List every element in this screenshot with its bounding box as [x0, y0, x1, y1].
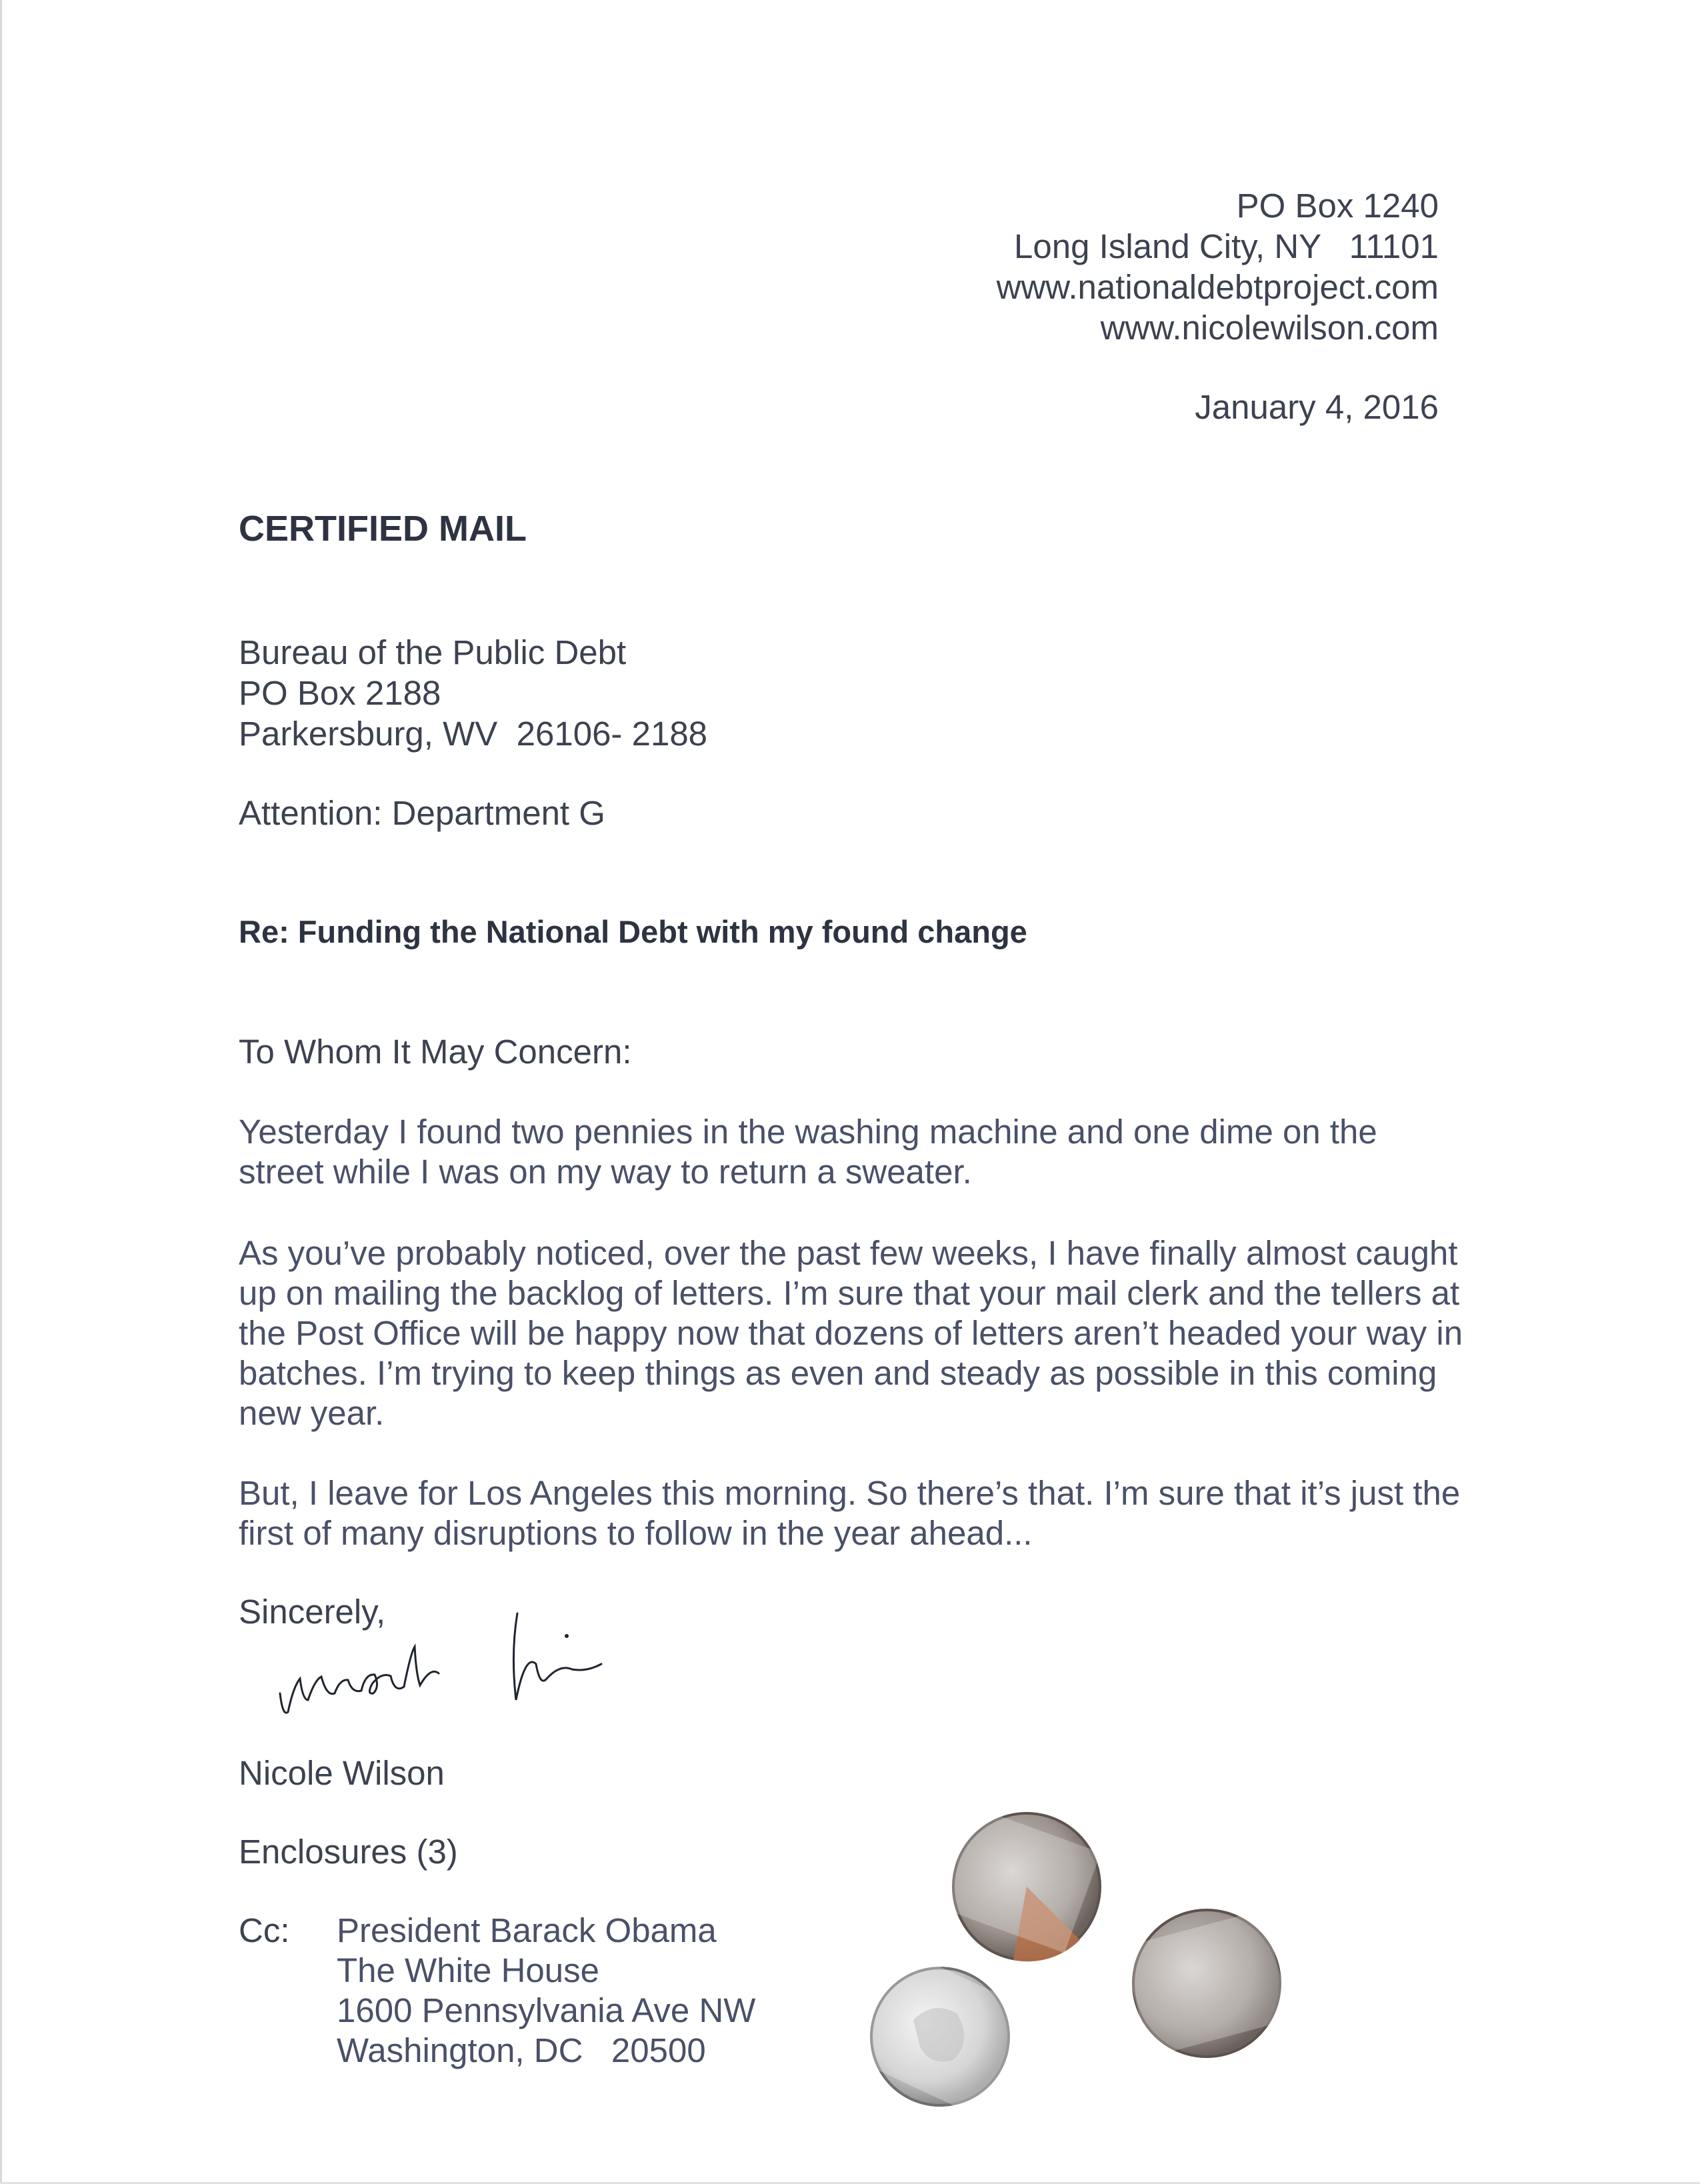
letter-date: January 4, 2016	[1195, 388, 1439, 426]
recipient-po-box: PO Box 2188	[239, 674, 441, 712]
penny-coin-icon	[1121, 1909, 1293, 2057]
body-paragraph-1: Yesterday I found two pennies in the washing machine and one dime on the street while I was on my way to return a sweater.	[239, 1113, 1377, 1191]
cc-city: Washington, DC 20500	[337, 2031, 706, 2069]
cc-organization: The White House	[337, 1951, 600, 1989]
scan-left-edge	[0, 0, 2, 2184]
certified-mail-heading: CERTIFIED MAIL	[239, 509, 527, 549]
sender-city: Long Island City, NY 11101	[1014, 227, 1439, 265]
cc-street: 1600 Pennsylvania Ave NW	[337, 1991, 756, 2029]
subject-line: Re: Funding the National Debt with my found change	[239, 914, 1027, 949]
taped-coins	[813, 1800, 1347, 2173]
sender-po-box: PO Box 1240	[1236, 187, 1439, 225]
signer-name: Nicole Wilson	[239, 1754, 445, 1792]
body-paragraph-3: But, I leave for Los Angeles this morning. So there’s that. I’m sure that it’s just the first of many disruptions to follow in the year ahead...	[239, 1474, 1461, 1552]
sender-website-1: www.nationaldebtproject.com	[996, 268, 1439, 306]
penny-coin-icon	[939, 1807, 1101, 1962]
sender-address	[997, 185, 1439, 348]
recipient-name: Bureau of the Public Debt	[239, 633, 627, 671]
cc-label: Cc:	[239, 1911, 290, 1949]
body-paragraph-2: As you’ve probably noticed, over the past few weeks, I have finally almost caught up on mailing the backlog of letters. I’m sure that your mail clerk and the tellers at the Post Office will be happy now that dozens of letters aren’t headed your way in batches. I’m trying to keep things as even and steady as possible in this coming new year.	[239, 1234, 1463, 1432]
salutation: To Whom It May Concern:	[239, 1033, 632, 1071]
attention-line: Attention: Department G	[239, 794, 605, 832]
closing: Sincerely,	[239, 1593, 386, 1631]
cc-name: President Barack Obama	[337, 1911, 717, 1949]
recipient-address	[239, 632, 707, 754]
handwritten-signature	[273, 1600, 647, 1733]
enclosures-line: Enclosures (3)	[239, 1833, 458, 1871]
sender-website-2: www.nicolewilson.com	[1100, 309, 1439, 347]
dime-coin-icon	[843, 1945, 1039, 2122]
cc-recipient	[337, 1911, 755, 2071]
recipient-city: Parkersburg, WV 26106- 2188	[239, 715, 708, 753]
